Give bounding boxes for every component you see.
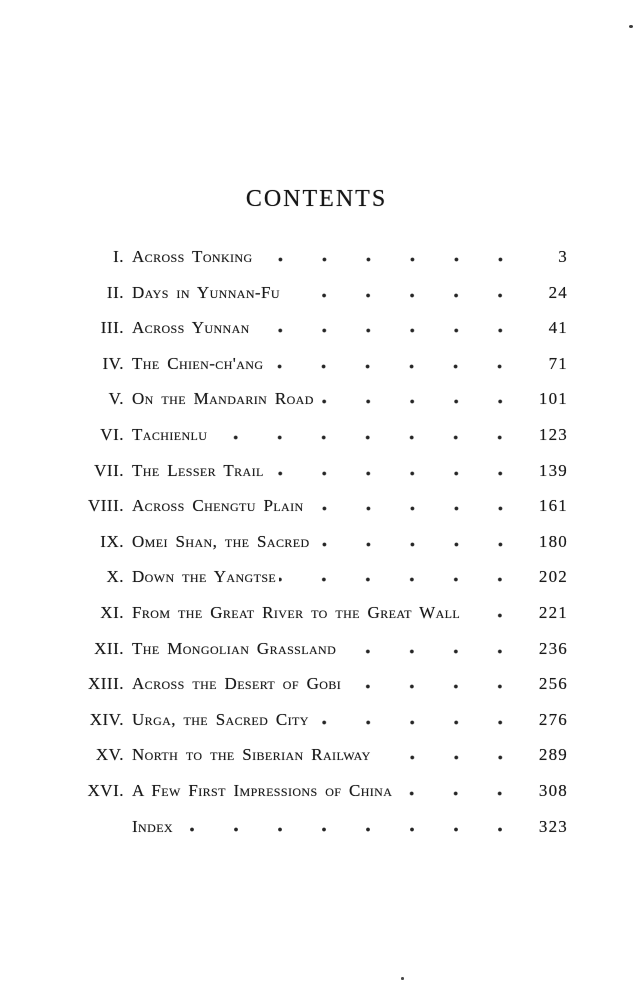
chapter-title: Across Chengtu Plain <box>132 496 304 516</box>
page-number: 308 <box>538 780 568 800</box>
chapter-title: Across Tonking <box>132 247 253 266</box>
page-number: 276 <box>538 709 568 729</box>
chapter-numeral: II. <box>106 282 124 302</box>
page-number: 139 <box>538 460 568 480</box>
toc-row <box>64 381 567 417</box>
page-number: 41 <box>548 318 568 338</box>
dot-leader <box>283 275 532 311</box>
chapter-title: Urga, the Sacred City <box>132 709 309 729</box>
page-number: 323 <box>538 816 568 836</box>
chapter-numeral: IV. <box>102 353 124 373</box>
dot-leader <box>176 809 532 845</box>
scan-speck <box>401 977 404 980</box>
page-number: 24 <box>548 282 568 302</box>
chapter-numeral: XVI. <box>87 780 124 800</box>
chapter-numeral: VII. <box>94 460 124 480</box>
dot-leader <box>253 310 532 346</box>
chapter-title: The Mongolian Grassland <box>132 638 337 658</box>
dot-leader <box>374 737 532 773</box>
chapter-title: Days in Yunnan-Fu <box>132 282 280 302</box>
toc-row <box>64 488 567 524</box>
dot-leader <box>210 417 532 453</box>
chapter-numeral: V. <box>108 389 124 409</box>
page-number: 101 <box>538 389 568 409</box>
chapter-title: A Few First Impressions of China <box>132 780 393 800</box>
chapter-title: From the Great River to the Great Wall <box>132 602 461 622</box>
scan-speck <box>629 25 633 28</box>
chapter-numeral: X. <box>106 567 124 587</box>
page-title: CONTENTS <box>245 186 388 212</box>
page-number: 3 <box>558 247 568 266</box>
dot-leader <box>463 595 532 631</box>
chapter-title: Omei Shan, the Sacred <box>132 531 310 551</box>
page-number: 123 <box>538 424 568 444</box>
toc-row <box>64 310 567 346</box>
toc-row <box>64 595 567 631</box>
chapter-numeral: III. <box>100 318 124 338</box>
page-number: 71 <box>548 353 568 373</box>
page-number: 161 <box>538 496 568 516</box>
toc-row <box>64 773 567 809</box>
toc-row <box>64 666 567 702</box>
page-number: 289 <box>538 745 568 765</box>
dot-leader <box>395 773 532 809</box>
dot-leader <box>317 381 532 417</box>
page-number: 202 <box>538 567 568 587</box>
chapter-numeral: VIII. <box>87 496 124 516</box>
toc-row <box>64 346 567 382</box>
toc-row <box>64 559 567 595</box>
chapter-numeral: I. <box>113 247 124 266</box>
page-number: 180 <box>538 531 568 551</box>
dot-leader <box>312 702 532 738</box>
chapter-numeral: XI. <box>100 602 124 622</box>
toc-row <box>64 524 567 560</box>
dot-leader <box>307 488 532 524</box>
toc-row <box>64 702 567 738</box>
dot-leader <box>339 631 532 667</box>
chapter-title: Tachienlu <box>132 424 208 444</box>
toc-row <box>64 737 567 773</box>
chapter-numeral: XII. <box>94 638 124 658</box>
toc-row <box>64 631 567 667</box>
dot-leader <box>256 239 532 275</box>
dot-leader <box>279 559 532 595</box>
chapter-title: Across the Desert of Gobi <box>132 674 342 694</box>
toc-row <box>64 275 567 311</box>
chapter-title: Down the Yangtse <box>132 567 277 587</box>
chapter-title: On the Mandarin Road <box>132 389 314 409</box>
chapter-title: The Chien-ch'ang <box>132 353 264 373</box>
toc-row-index <box>64 809 567 845</box>
dot-leader <box>267 453 532 489</box>
chapter-numeral: XV. <box>95 745 124 765</box>
page-number: 236 <box>538 638 568 658</box>
page-number: 221 <box>538 602 568 622</box>
dot-leader <box>344 666 532 702</box>
chapter-title: Index <box>132 816 173 836</box>
toc-row <box>64 239 567 275</box>
chapter-title: Across Yunnan <box>132 318 250 338</box>
toc-row <box>64 417 567 453</box>
chapter-title: North to the Siberian Railway <box>132 745 371 765</box>
chapter-numeral: XIII. <box>87 674 124 694</box>
chapter-title: The Lesser Trail <box>132 460 264 480</box>
table-of-contents <box>64 239 567 844</box>
chapter-numeral: IX. <box>100 531 124 551</box>
chapter-numeral: XIV. <box>89 709 124 729</box>
toc-row <box>64 453 567 489</box>
page-number: 256 <box>538 674 568 694</box>
dot-leader <box>266 346 532 382</box>
chapter-numeral: VI. <box>100 424 124 444</box>
dot-leader <box>313 524 532 560</box>
